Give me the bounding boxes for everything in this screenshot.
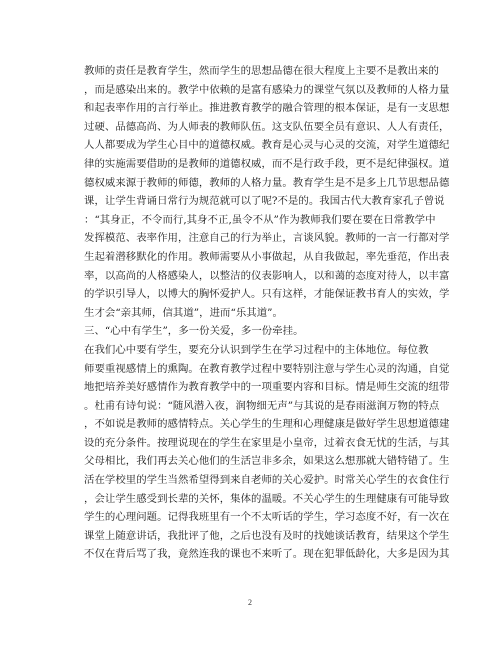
text-line: ：“其身正，不令而行,其身不正,虽令不从”作为教师我们要在要在日常教学中 bbox=[84, 213, 436, 226]
text-line: 在我们心中要有学生，要充分认识到学生在学习过程中的主体地位。每位教 bbox=[84, 343, 429, 356]
text-line: 学生的心理问题。记得我班里有一个不太听话的学生，学习态度不好，有一次在 bbox=[84, 511, 450, 524]
text-line: 教师的责任是教育学生，然而学生的思想品德在很大程度上主要不是教出来的 bbox=[84, 65, 439, 77]
text-line: 父母相比，我们再去关心他们的生活岂非多余，如果这么想那就大错特错了。生 bbox=[84, 455, 450, 468]
body-text bbox=[84, 62, 450, 564]
page-number: 2 bbox=[248, 598, 252, 607]
text-line: ，会让学生感受到长辈的关怀，集体的温暖。不关心学生的生理健康有可能导致 bbox=[84, 492, 450, 505]
text-line: 生起着潜移默化的作用。教师需要从小事做起，从自我做起，率先垂范，作出表 bbox=[84, 250, 450, 263]
text-line: 生才会“亲其师，信其道”，进而“乐其道”。 bbox=[84, 306, 283, 319]
text-line: 过硬、品德高尚、为人师表的教师队伍。这支队伍要全员有意识、人人有责任， bbox=[84, 120, 450, 133]
text-line: 地把培养美好感情作为教育教学中的一项重要内容和目标。情是师生交流的纽带 bbox=[84, 381, 450, 394]
text-line: 课，让学生背诵日常行为规范就可以了呢?不是的。我国古代大教育家孔子曾说 bbox=[84, 195, 445, 208]
text-line: ，而是感染出来的。教学中依赖的是富有感染力的课堂气氛以及教师的人格力量 bbox=[84, 83, 450, 96]
text-line: 人人都要成为学生心目中的道德权威。教育是心灵与心灵的交流，对学生道德纪 bbox=[84, 139, 450, 152]
text-line: 活在学校里的学生当然希望得到来自老师的关心爱护。时常关心学生的衣食住行 bbox=[84, 474, 450, 487]
text-line: 和起表率作用的言行举止。推进教育教学的融合管理的根本保证，是有一支思想 bbox=[84, 102, 450, 115]
text-line: 师要重视感情上的熏陶。在教育教学过程中要特别注意与学生心灵的沟通，自觉 bbox=[84, 362, 450, 375]
text-line: 发挥模范、表率作用，注意自己的行为举止，言谈风貌。教师的一言一行都对学 bbox=[84, 232, 450, 245]
text-line: 率，以高尚的人格感染人，以整洁的仪表影响人，以和蔼的态度对待人，以丰富 bbox=[84, 269, 450, 282]
text-line: 律的实施需要借助的是教师的道德权威，而不是行政手段，更不是纪律强权。道 bbox=[84, 157, 450, 170]
section-heading: 三、“心中有学生”，多一份关爱，多一份牵挂。 bbox=[84, 325, 304, 338]
text-line: 。杜甫有诗句说：“随风潜入夜，润物细无声”与其说的是春雨滋润万物的特点 bbox=[84, 399, 440, 412]
text-line: 的学识引导人，以博大的胸怀爱护人。只有这样，才能保证教书育人的实效，学 bbox=[84, 288, 450, 301]
text-line: 设的充分条件。按理说现在的学生在家里是小皇帝，过着衣食无忧的生活，与其 bbox=[84, 436, 450, 449]
text-line: ，不如说是教师的感情特点。关心学生的生理和心理健康是做好学生思想道德建 bbox=[84, 418, 450, 431]
text-line: 课堂上随意讲话，我批评了他，之后也没有及时的找她谈话教育，结果这个学生 bbox=[84, 529, 450, 542]
text-line: 不仅在背后骂了我，竟然连我的课也不来听了。现在犯罪低龄化，大多是因为其 bbox=[84, 548, 450, 561]
text-line: 德权威来源于教师的师德，教师的人格力量。教育学生是不是多上几节思想品德 bbox=[84, 176, 450, 189]
